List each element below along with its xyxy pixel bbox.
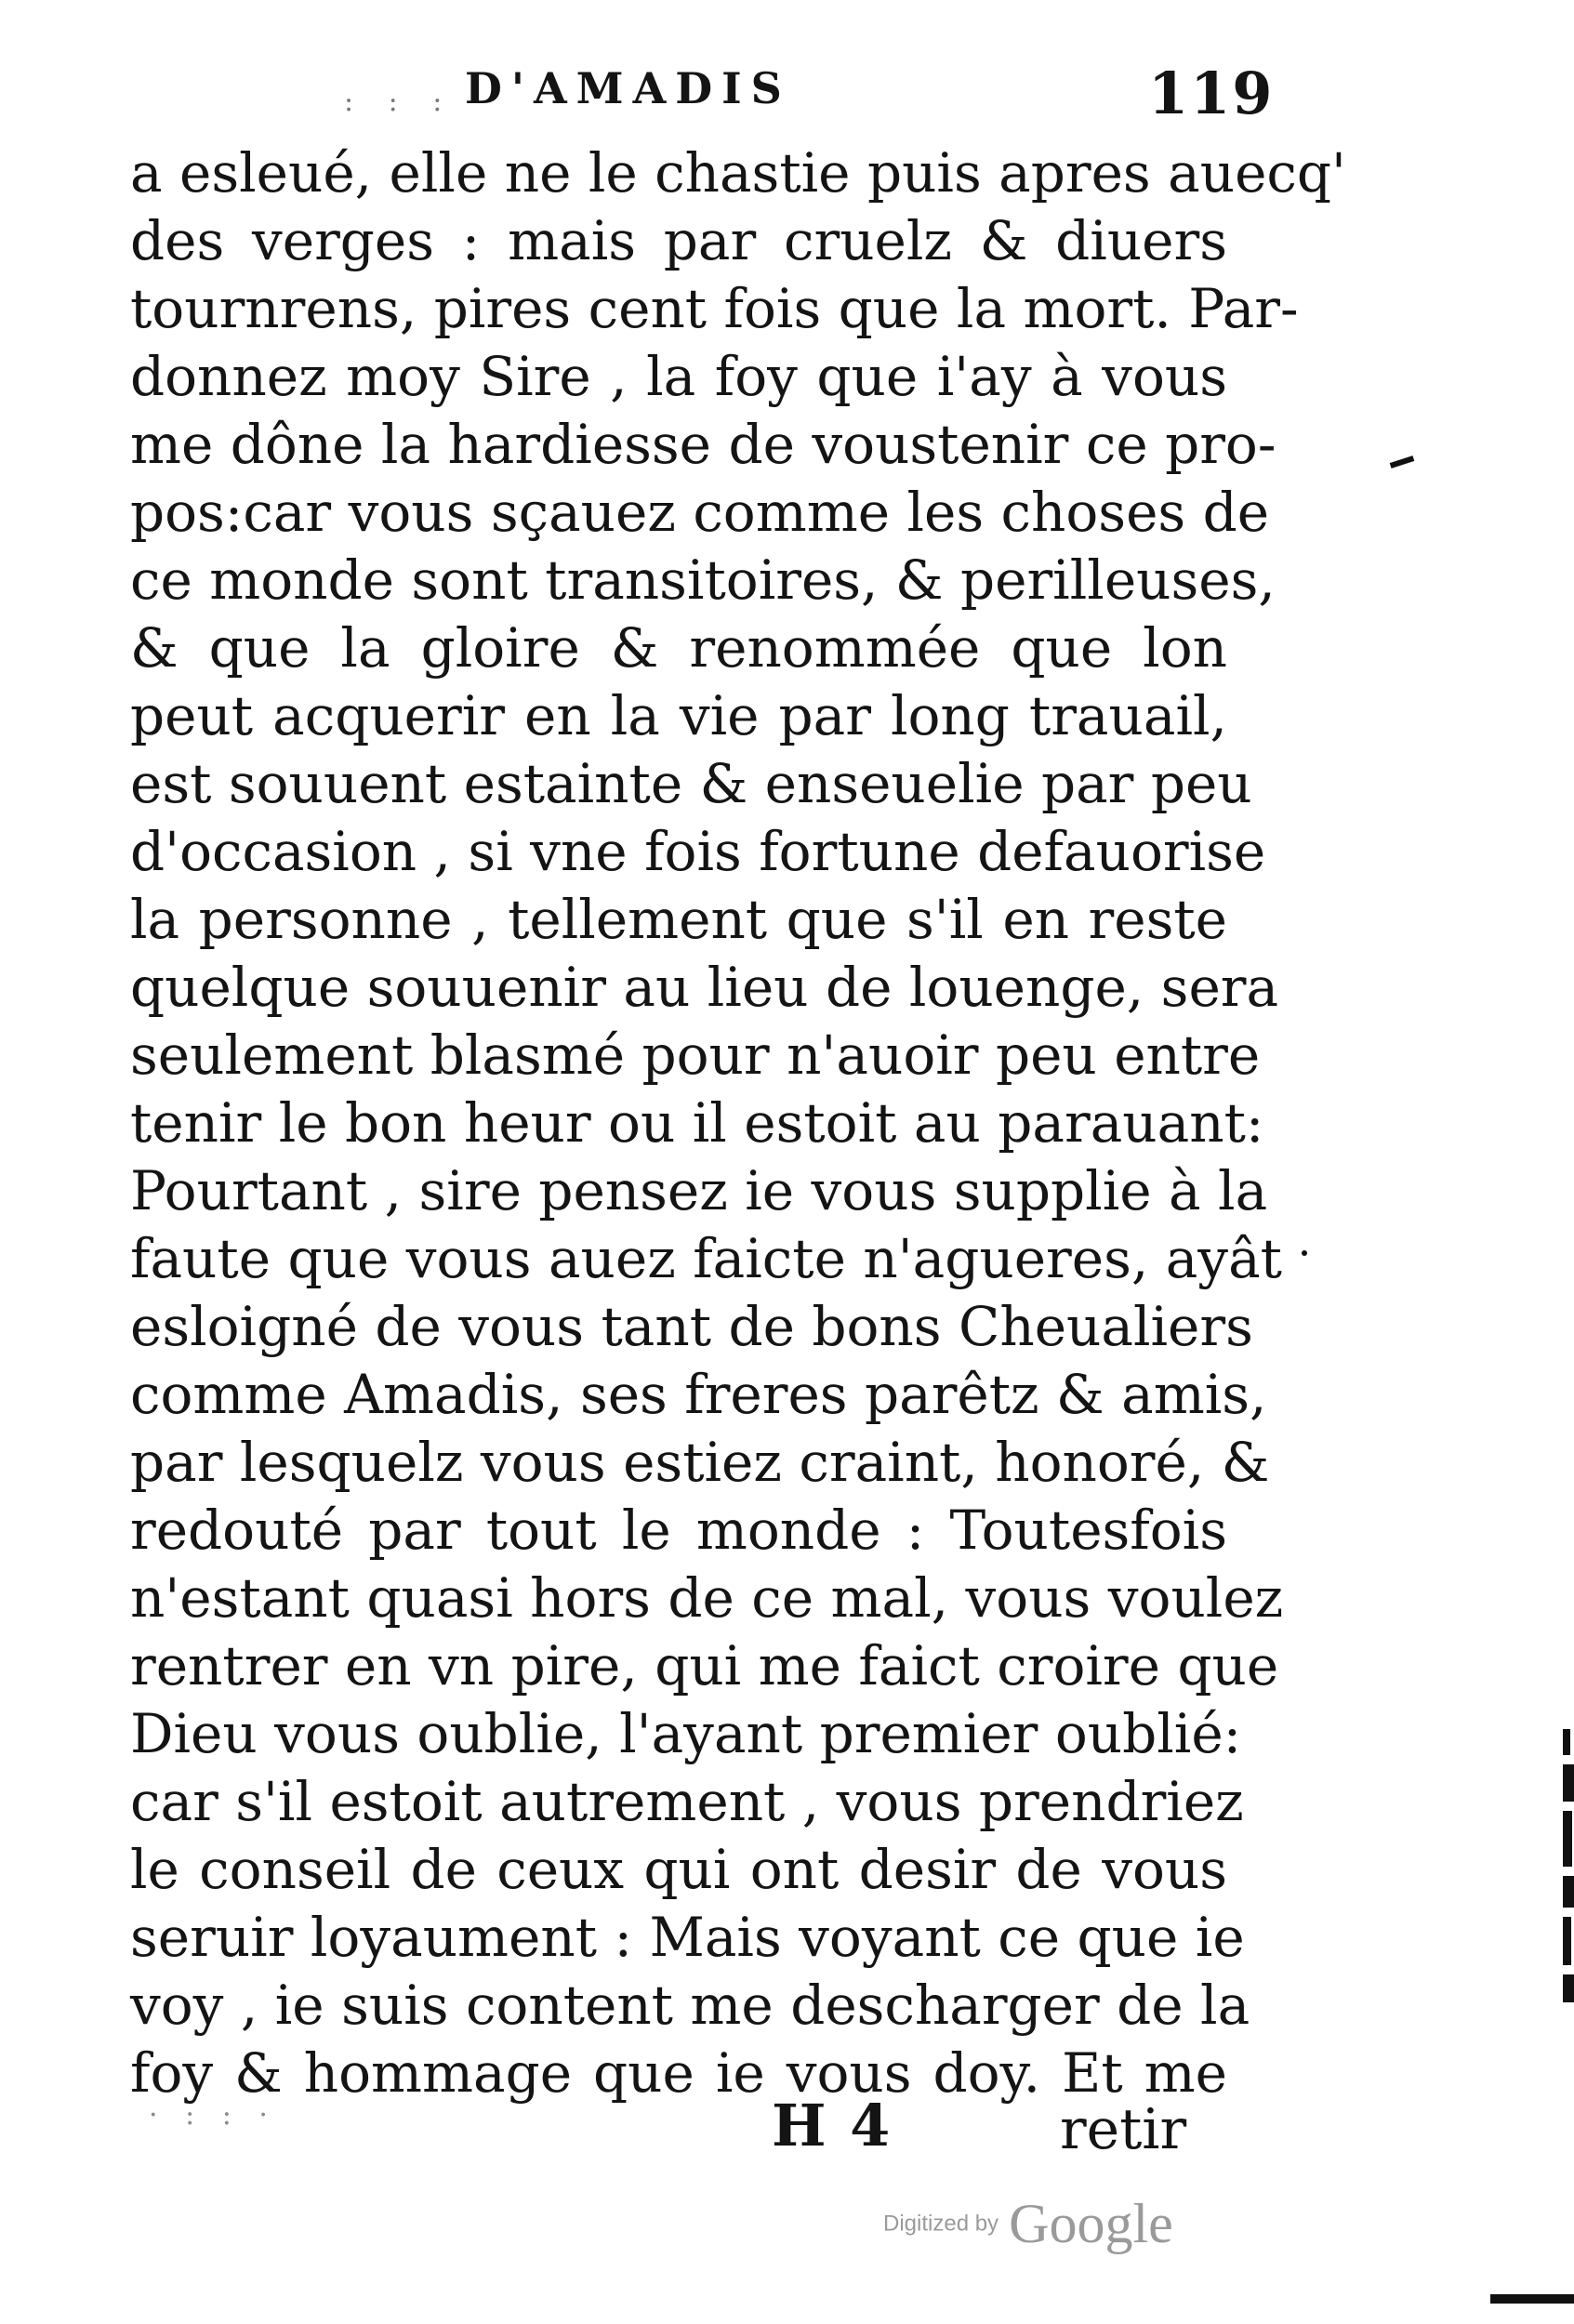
text-line: Pourtant , sire pensez ie vous supplie à la	[130, 1159, 1268, 1222]
catchword: retir	[1060, 2097, 1187, 2162]
watermark-brand: Google	[1009, 2193, 1173, 2254]
text-line: & que la gloire & renommée que lon	[130, 616, 1227, 680]
footer-specks: · : : ·	[149, 2099, 277, 2132]
text-line: car s'il estoit autrement , vous prendriez	[130, 1770, 1244, 1833]
body-text	[130, 139, 1346, 2107]
text-line: des verges : mais par cruelz & diuers	[130, 209, 1227, 272]
margin-ink-dot	[1302, 1250, 1307, 1256]
text-line: ce monde sont transitoires, & perilleuses,	[130, 548, 1276, 612]
text-line: Dieu vous oublie, l'ayant premier oublié:	[130, 1702, 1242, 1765]
text-line: esloigné de vous tant de bons Cheualiers	[130, 1295, 1253, 1358]
signature-mark: H 4	[772, 2092, 893, 2159]
text-line: n'estant quasi hors de ce mal, vous voulez	[130, 1566, 1284, 1630]
text-line: a esleué, elle ne le chastie puis apres auecq'	[130, 141, 1346, 205]
text-line: me dône la hardiesse de voustenir ce pro-	[130, 413, 1276, 476]
text-line: seruir loyaument : Mais voyant ce que ie	[130, 1906, 1245, 1969]
running-head: D'AMADIS	[465, 63, 791, 113]
text-line: comme Amadis, ses freres parêtz & amis,	[130, 1363, 1267, 1426]
text-line: redouté par tout le monde : Toutesfois	[130, 1499, 1227, 1562]
scan-edge-shadow	[1563, 1729, 1574, 2012]
text-line: tournrens, pires cent fois que la mort. Par-	[130, 277, 1299, 340]
text-line: foy & hommage que ie vous doy. Et me	[130, 2041, 1227, 2105]
margin-ink-mark	[1390, 456, 1415, 469]
text-line: est souuent estainte & enseuelie par peu	[130, 752, 1252, 815]
text-line: la personne , tellement que s'il en reste	[130, 888, 1227, 951]
text-line: faute que vous auez faicte n'agueres, ayât	[130, 1227, 1282, 1290]
text-line: pos:car vous sçauez comme les choses de	[130, 481, 1270, 544]
text-line: donnez moy Sire , la foy que i'ay à vous	[130, 345, 1227, 408]
text-line: d'occasion , si vne fois fortune defauorise	[130, 820, 1266, 883]
text-line: voy , ie suis content me descharger de la	[130, 1974, 1250, 2037]
text-line: rentrer en vn pire, qui me faict croire que	[130, 1634, 1279, 1697]
digitized-watermark	[883, 2192, 1173, 2256]
text-line: quelque souuenir au lieu de louenge, sera	[130, 956, 1279, 1019]
header-specks: : : :	[344, 86, 456, 118]
text-line: tenir le bon heur ou il estoit au parauant:	[130, 1091, 1264, 1155]
text-line: peut acquerir en la vie par long trauail,	[130, 684, 1227, 747]
scan-edge-shadow-bottom	[1563, 2294, 1574, 2313]
text-line: le conseil de ceux qui ont desir de vous	[130, 1838, 1227, 1901]
text-line: seulement blasmé pour n'auoir peu entre	[130, 1023, 1261, 1087]
text-line: par lesquelz vous estiez craint, honoré, &	[130, 1431, 1270, 1494]
watermark-prefix: Digitized by	[883, 2211, 999, 2237]
page-number: 119	[1148, 59, 1275, 127]
